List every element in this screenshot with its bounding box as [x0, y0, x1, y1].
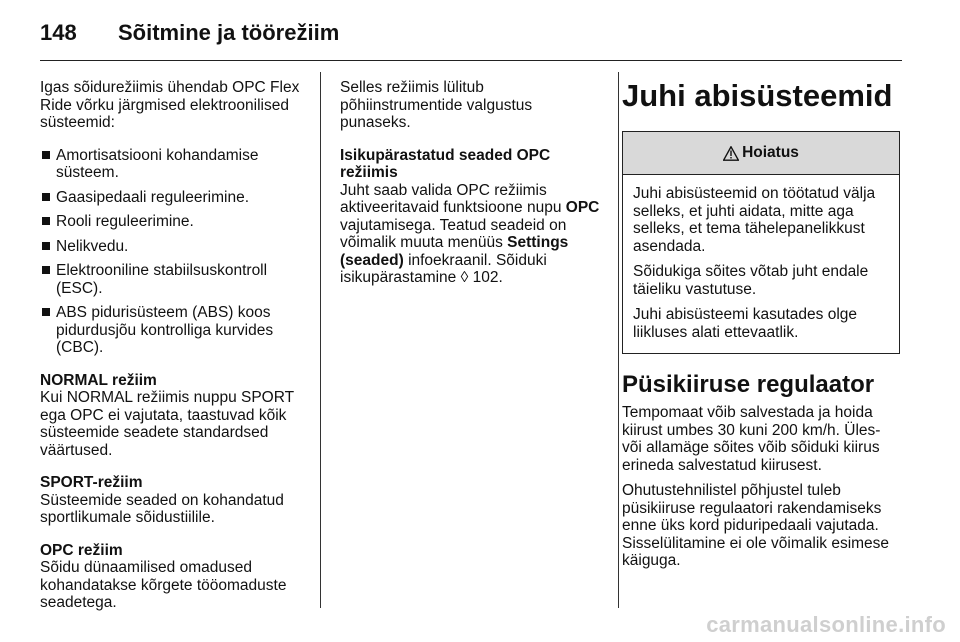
- page-number: 148: [40, 20, 77, 45]
- normal-mode-block: [40, 372, 302, 460]
- bullet-square-icon: [42, 193, 50, 201]
- opc-mode-heading: OPC režiim: [40, 541, 123, 559]
- warning-header: [623, 132, 899, 175]
- continuation-paragraph: Selles režiimis lülitub põhiinstrumentide valgustus punaseks.: [340, 79, 533, 131]
- cruise-paragraph-2: Ohutustehnilistel põhjustel tuleb püsikiiruse regulaatori rakendamiseks enne üks kord piduripedaali vajutada.: [622, 482, 882, 534]
- bullet-square-icon: [42, 266, 50, 274]
- opc-button-name: OPC: [565, 199, 600, 216]
- column-divider: [618, 72, 619, 608]
- warning-paragraph: Juhi abisüsteemid on töötatud välja selleks, et juhti aidata, mitte aga selleks, et tema tähelepanelikkust asendada.: [633, 185, 876, 255]
- opc-mode-block: [40, 542, 302, 612]
- chapter-title: Sõitmine ja töörežiim: [118, 20, 340, 45]
- bullet-square-icon: [42, 151, 50, 159]
- warning-body: [623, 175, 899, 353]
- list-item: Elektrooniline stabiilsuskontroll (ESC).: [40, 262, 302, 297]
- header-divider: [40, 60, 902, 61]
- bullet-square-icon: [42, 308, 50, 316]
- cruise-paragraph-3: Sisselülitamine ei ole võimalik esimese käiguga.: [622, 534, 890, 569]
- subsection-title: Püsikiiruse regulaator: [622, 371, 875, 398]
- normal-mode-heading: NORMAL režiim: [40, 371, 157, 389]
- warning-label: Hoiatus: [742, 144, 799, 162]
- sport-mode-text: Süsteemide seaded on kohandatud sportlikumale sõidustiilile.: [40, 491, 284, 526]
- page-reference-arrow-icon: ◊: [460, 269, 469, 286]
- list-item: Nelikvedu.: [40, 238, 302, 256]
- sport-mode-block: [40, 474, 302, 527]
- column-3: [622, 79, 904, 570]
- custom-settings-heading: Isikupärastatud seaded OPC režiimis: [340, 146, 551, 181]
- warning-box: [622, 131, 900, 354]
- custom-settings-block: Isikupärastatud seaded OPC režiimis Juht saab valida OPC režiimis aktiveeritavaid funktsioone nupu OPC vajutamisega. Teatud seadeid on võimalik muuta menüüs Settings (seaded) infoekraanil. Sõiduki isikupärastamine ◊ 102.: [340, 147, 604, 287]
- page-reference[interactable]: 102.: [472, 269, 503, 286]
- bullet-square-icon: [42, 217, 50, 225]
- normal-mode-text: Kui NORMAL režiimis nuppu SPORT ega OPC ei vajutata, taastuvad kõik süsteemide seadete standardsed väärtused.: [40, 389, 294, 459]
- section-title: Juhi abisüsteemid: [622, 78, 893, 113]
- watermark: carmanualsonline.info: [706, 612, 946, 637]
- list-item: ABS pidurisüsteem (ABS) koos pidurdusjõu kontrolliga kurvides (CBC).: [40, 304, 302, 357]
- column-2: [340, 79, 604, 302]
- warning-paragraph: Sõidukiga sõites võtab juht endale täieliku vastutuse.: [633, 263, 869, 298]
- cruise-paragraph-1: Tempomaat võib salvestada ja hoida kiirust umbes 30 kuni 200 km/h. Üles- või allamäge sõites võib sõiduki kiirus erineda salvestatud kiirusest.: [622, 404, 881, 474]
- sport-mode-heading: SPORT-režiim: [40, 474, 143, 491]
- column-1: [40, 79, 302, 627]
- system-list: [40, 147, 302, 357]
- bullet-square-icon: [42, 242, 50, 250]
- warning-paragraph: Juhi abisüsteemi kasutades olge liikluses alati ettevaatlik.: [633, 306, 858, 341]
- list-item: Rooli reguleerimine.: [40, 213, 302, 231]
- column-divider: [320, 72, 321, 608]
- warning-triangle-icon: [723, 146, 739, 161]
- list-item: Gaasipedaali reguleerimine.: [40, 189, 302, 207]
- list-item: Amortisatsiooni kohandamise süsteem.: [40, 147, 302, 182]
- settings-menu-name: Settings (seaded): [340, 234, 569, 269]
- intro-paragraph: Igas sõidurežiimis ühendab OPC Flex Ride võrku järgmised elektroonilised süsteemid:: [40, 79, 300, 131]
- opc-mode-text: Sõidu dünaamilised omadused kohandatakse kõrgete tööomaduste seadetega.: [40, 559, 287, 611]
